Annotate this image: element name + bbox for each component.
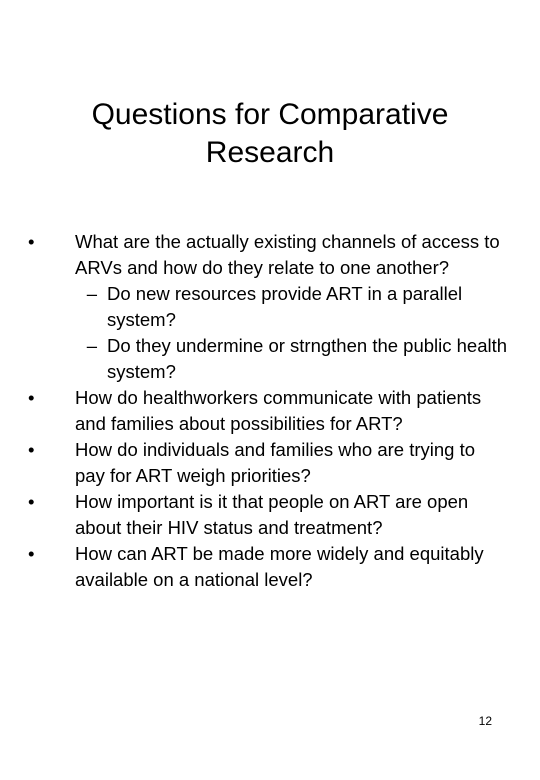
bullet-item-1 <box>28 229 508 385</box>
sub-bullet-text: Do new resources provide ART in a parallel system? <box>107 283 463 330</box>
bullet-text: How do individuals and families who are trying to pay for ART weigh priorities? <box>75 439 476 486</box>
page-number: 12 <box>478 714 492 728</box>
bullet-item-3 <box>28 437 508 489</box>
bullet-marker: • <box>28 439 35 460</box>
bullet-list <box>28 229 508 593</box>
sub-bullet-marker: – <box>86 335 97 356</box>
slide-title <box>40 96 500 172</box>
bullet-text: How do healthworkers communicate with patients and families about possibilities for ART? <box>75 387 482 434</box>
sub-bullet-item-2 <box>75 333 508 385</box>
bullet-text: How can ART be made more widely and equitably available on a national level? <box>75 543 484 590</box>
bullet-marker: • <box>28 491 35 512</box>
bullet-item-2 <box>28 385 508 437</box>
sub-bullet-text: Do they undermine or strngthen the public health system? <box>107 335 508 382</box>
bullet-text: What are the actually existing channels of access to ARVs and how do they relate to one another? <box>75 231 500 278</box>
slide-title-line-1: Questions for Comparative <box>91 98 449 131</box>
slide-title-line-2: Research <box>205 136 335 169</box>
sub-bullet-list <box>75 281 508 385</box>
sub-bullet-marker: – <box>86 283 97 304</box>
sub-bullet-item-1 <box>75 281 508 333</box>
bullet-item-4 <box>28 489 508 541</box>
bullet-item-5 <box>28 541 508 593</box>
bullet-marker: • <box>28 387 35 408</box>
bullet-marker: • <box>28 543 35 564</box>
bullet-text: How important is it that people on ART are open about their HIV status and treatment? <box>75 491 469 538</box>
bullet-marker: • <box>28 231 35 252</box>
